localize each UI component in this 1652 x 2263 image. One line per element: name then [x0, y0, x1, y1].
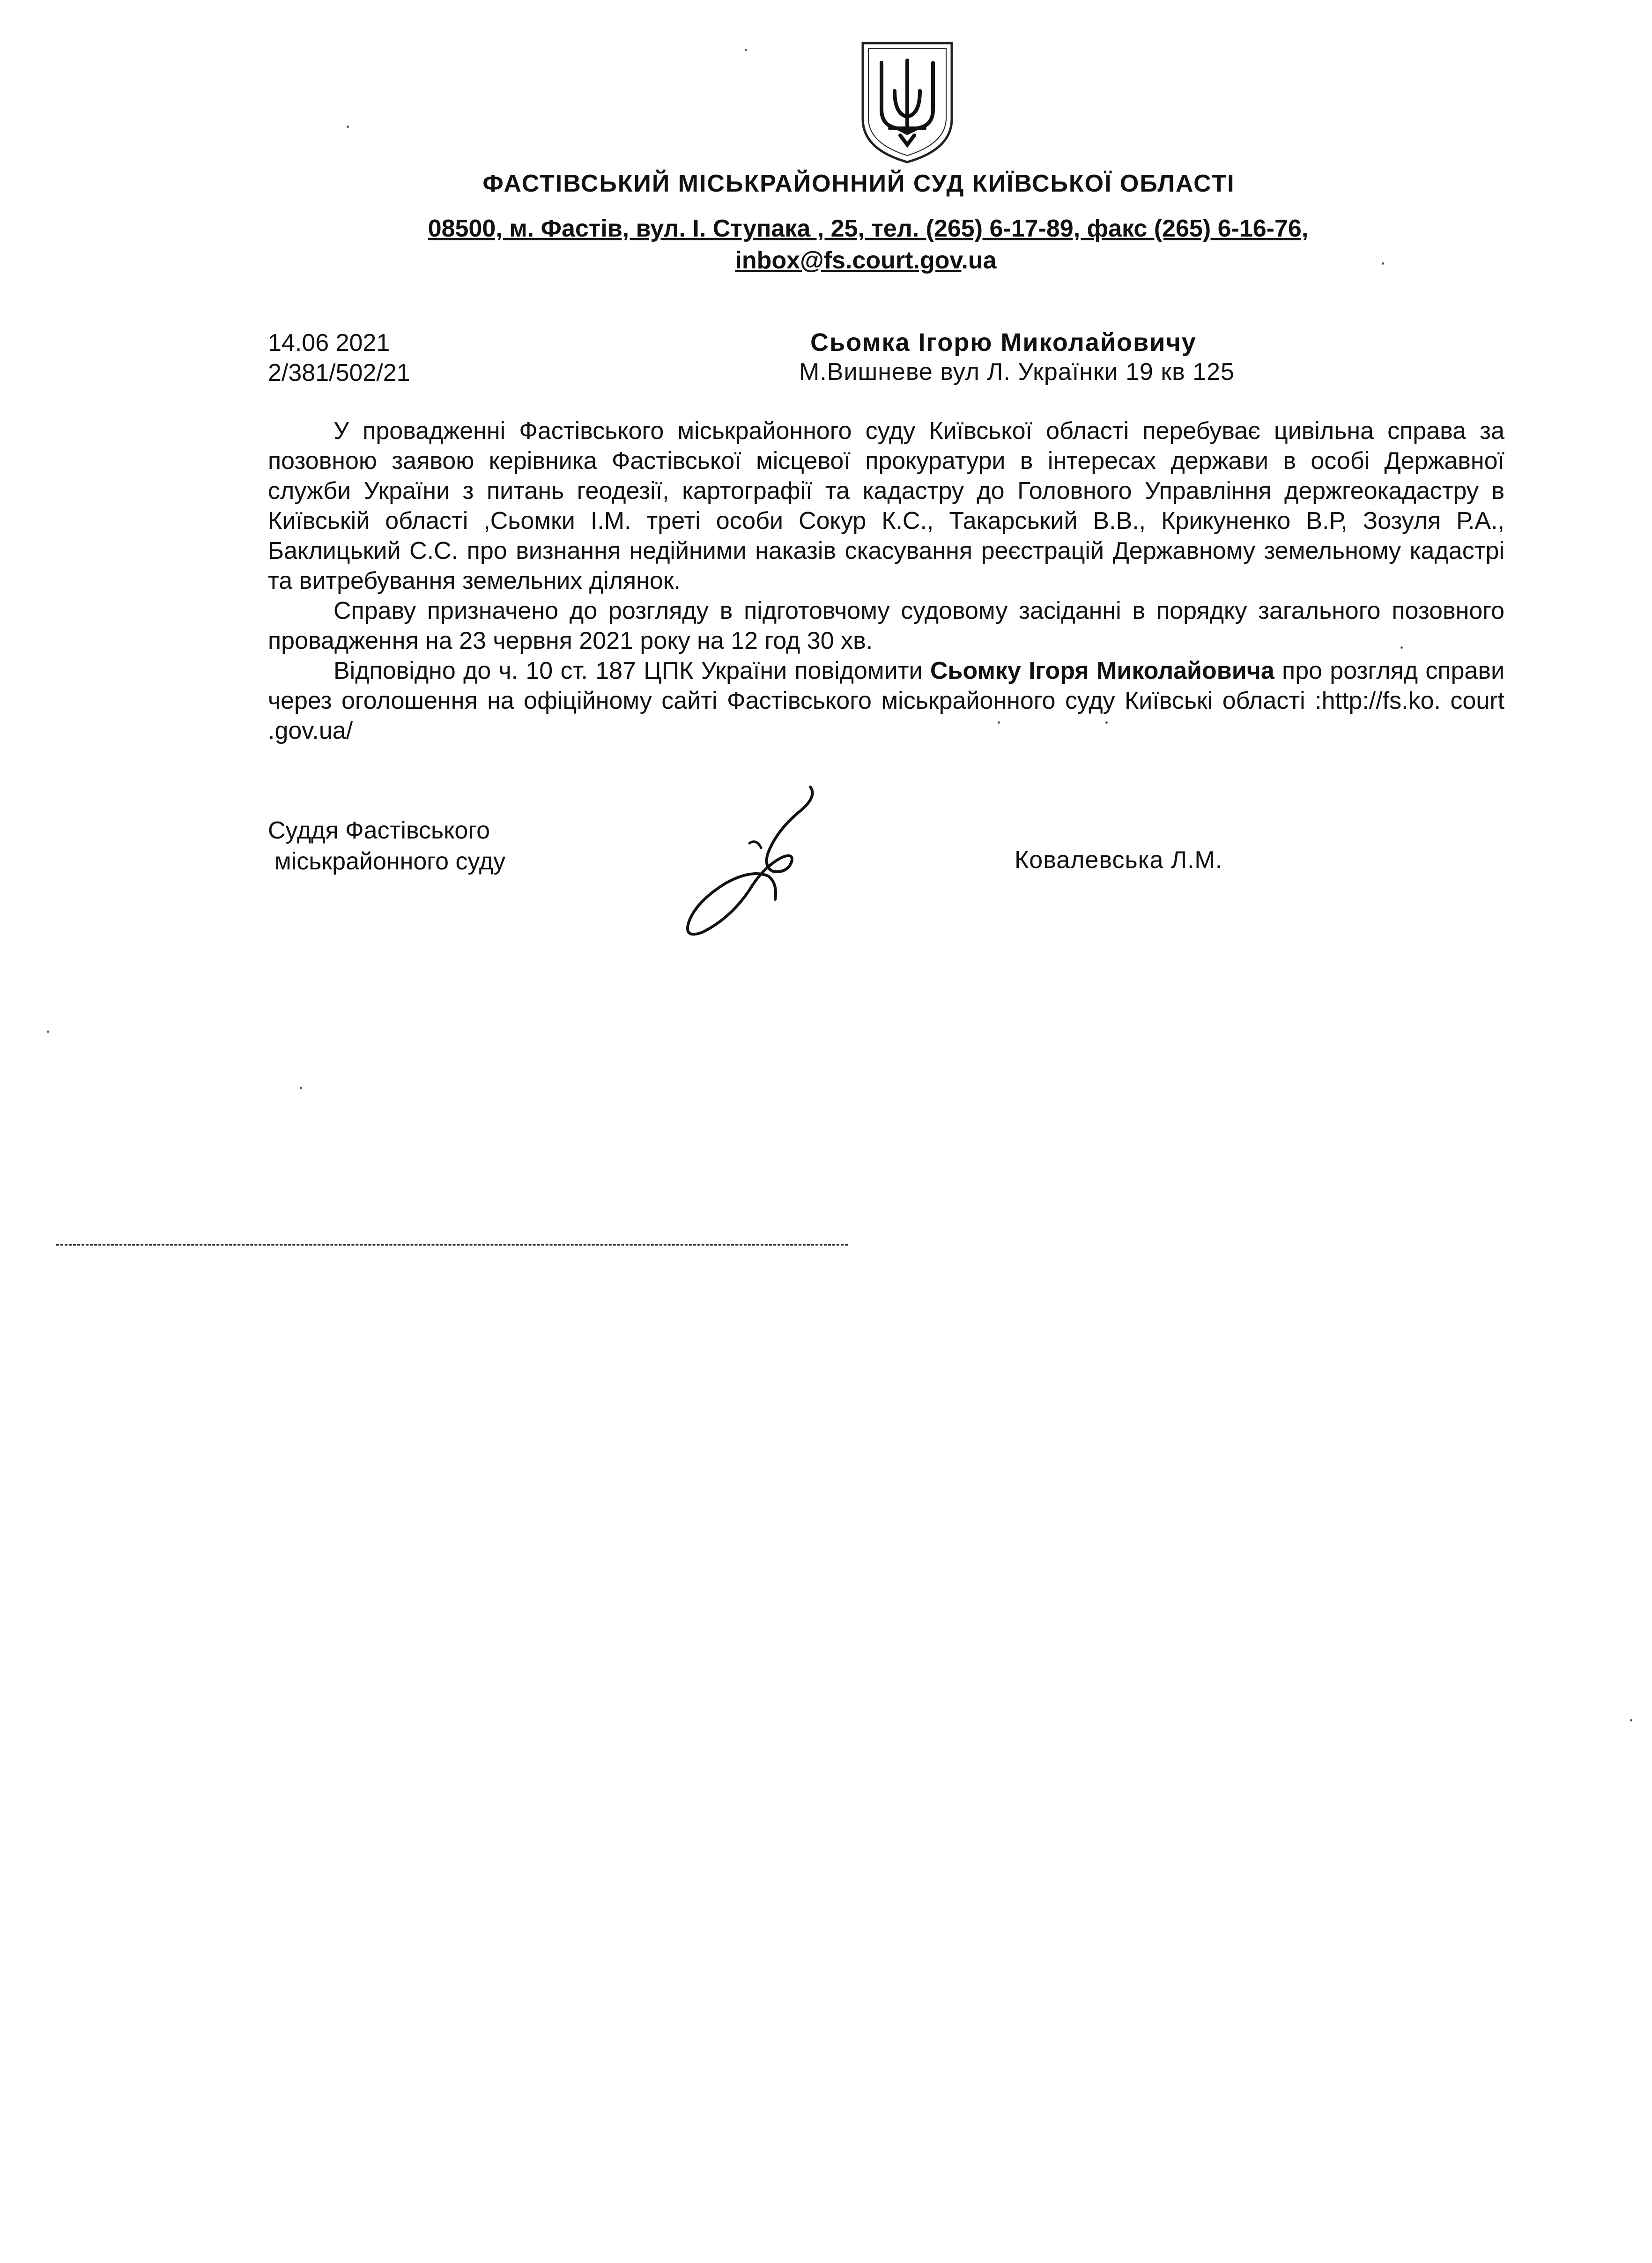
- scan-speck: [347, 126, 349, 128]
- body-paragraph-3-lead: Відповідно до ч. 10 ст. 187 ЦПК України повідомити: [333, 657, 930, 684]
- page-divider: [56, 1244, 848, 1246]
- scan-speck: [1630, 1719, 1632, 1721]
- court-email-link: inbox@fs.court.gov: [735, 247, 962, 274]
- body-paragraph-3-tail: про розгляд справи через оголошення на офіційному сайті Фастівського міськрайонного суду Київські області :http://fs.ko. court .gov.ua/: [268, 657, 1505, 744]
- recipient-address: М.Вишневе вул Л. Українки 19 кв 125: [799, 358, 1235, 386]
- letter-body: [268, 416, 1504, 746]
- scan-speck: [1382, 262, 1384, 265]
- trident-icon: [858, 39, 956, 166]
- scan-speck: [47, 1031, 49, 1033]
- judge-title-line-1: Суддя Фастівського: [268, 817, 490, 844]
- judge-name: Ковалевська Л.М.: [1015, 846, 1223, 874]
- body-paragraph-2: Справу призначено до розгляду в підготовчому судовому засіданні в порядку загального позовного провадження на 23 червня 2021 року на 12 год 30 хв.: [268, 597, 1504, 654]
- scan-speck: [300, 1087, 302, 1089]
- scan-speck: [1105, 721, 1108, 724]
- case-number: 2/381/502/21: [268, 359, 410, 386]
- scan-speck: [1400, 646, 1403, 649]
- judge-title-line-2: міськрайонного суду: [274, 848, 506, 875]
- body-paragraph-3-bold-name: Сьомку Ігоря Миколайовича: [930, 657, 1274, 684]
- scan-speck: [998, 721, 1000, 724]
- body-paragraph-1: У провадженні Фастівського міськрайонного суду Київської області перебуває цивільна справа за позовною заявою керівника Фастівської місцевої прокуратури в інтересах держави в особі Державної служби України з питань геодезії, картографії та кадастру до Головного Управління держгеокадастру в Київській області ,Сьомки І.М. треті особи Сокур К.С., Такарський В.В., Крикуненко В.Р, Зозуля Р.А., Баклицький С.С. про визнання недійними наказів скасування реєстрацій Державному земельному кадастрі та витребування земельних ділянок.: [268, 417, 1504, 594]
- court-name-heading: ФАСТІВСЬКИЙ МІСЬКРАЙОННИЙ СУД КИЇВСЬКОЇ ОБЛАСТІ: [482, 170, 1235, 197]
- handwritten-signature: [674, 782, 829, 942]
- scan-speck: [745, 49, 747, 51]
- court-email: [0, 246, 1652, 275]
- letter-date: 14.06 2021: [268, 329, 390, 356]
- judge-title: [268, 815, 505, 877]
- recipient-name: Сьомка Ігорю Миколайовичу: [810, 328, 1197, 356]
- court-email-suffix: .ua: [961, 247, 997, 274]
- body-paragraph-3: [268, 656, 1504, 746]
- court-address-line: 08500, м. Фастів, вул. І. Ступака , 25, тел. (265) 6-17-89, факс (265) 6-16-76,: [428, 215, 1309, 242]
- coat-of-arms-emblem: [858, 39, 956, 166]
